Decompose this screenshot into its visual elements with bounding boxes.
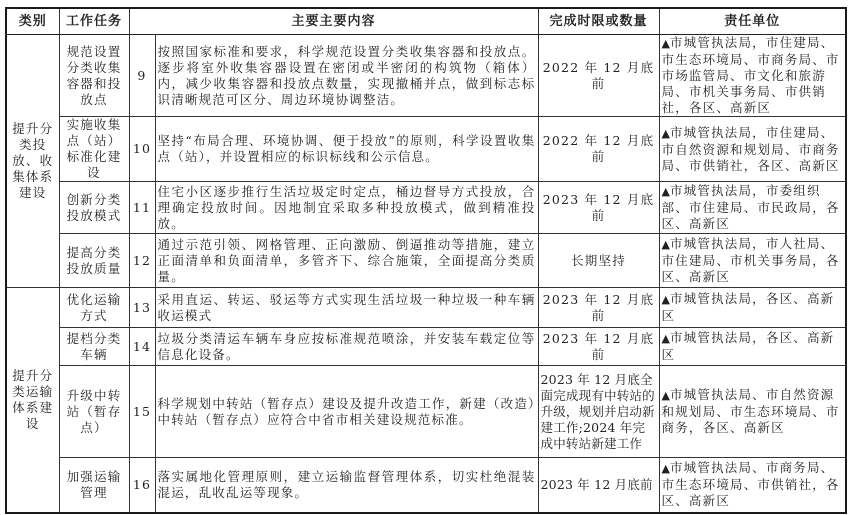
task-cell: 规范设置分类收集容器和投放点 [59,35,129,117]
table-row [6,288,846,328]
task-table [5,7,847,514]
unit-text: 市城管执法局、市商务局、市生态环境局、市供销社，各区、高新区 [661,460,840,509]
unit-cell [659,328,846,366]
unit-text: 市城管执法局，市人社局、市住建局、市机关事务局，各区、高新区 [661,236,840,284]
task-cell: 提档分类车辆 [59,328,129,366]
content-cell: 按照国家标准和要求，科学规范设置分类收集容器和投放点。逐步将室外收集容器设置在密闭或半密闭的构筑物（箱体）内，减少收集容器和投放点数量，实现撤桶并点，做到标志标识清晰规范可区分、周边环境协调整洁。 [155,35,538,117]
unit-cell [659,117,846,182]
task-cell: 加强运输管理 [59,458,129,513]
deadline-cell: 2023 年 12 月底全面完成现有中转站的升级，规划并启动新建工作;2024 年完成中转站新建工作 [538,366,659,458]
triangle-marker-icon: ▲ [661,126,670,140]
row-number: 15 [129,366,155,458]
content-cell: 垃圾分类清运车辆车身应按标准规范喷涂，并安装车载定位等信息化设备。 [155,328,538,366]
table-row [6,458,846,513]
deadline-cell: 2022 年 12 月底前 [538,117,659,182]
category-cell: 提升分类投放、收集体系建设 [6,35,59,288]
row-number: 16 [129,458,155,513]
header-task: 工作任务 [59,8,129,35]
row-number: 12 [129,234,155,288]
triangle-marker-icon: ▲ [661,238,670,251]
content-cell: 采用直运、转运、驳运等方式实现生活垃圾一种垃圾一种车辆收运模式 [155,288,538,328]
table-row [6,328,846,366]
unit-text: 市城管执法局，各区、高新区 [661,291,835,323]
category-cell: 提升分类运输体系建设 [6,288,59,513]
deadline-cell: 2022 年 12 月底前 [538,35,659,117]
table-header-row [6,8,846,35]
unit-text: 市城管执法局，市委组织部、市住建局、市民政局，各区、高新区 [661,183,840,231]
row-number: 9 [129,35,155,117]
header-deadline: 完成时限或数量 [538,8,659,35]
task-cell: 优化运输方式 [59,288,129,328]
content-cell: 科学规划中转站（暂存点）建设及提升改造工作，新建（改造）中转站（暂存点）应符合中省市相关建设规范标准。 [155,366,538,458]
row-number: 11 [129,182,155,234]
content-cell: 通过示范引领、网格管理、正向激励、倒逼推动等措施，建立正面清单和负面清单，多管齐下、综合施策，全面提高分类质量。 [155,234,538,288]
content-cell: 落实属地化管理原则，建立运输监督管理体系，切实杜绝混装混运，乱收乱运等现象。 [155,458,538,513]
deadline-cell: 长期坚持 [538,234,659,288]
deadline-cell: 2023 年 12 月底前 [538,328,659,366]
unit-cell [659,234,846,288]
row-number: 10 [129,117,155,182]
table-row [6,35,846,117]
row-number: 14 [129,328,155,366]
unit-cell [659,366,846,458]
unit-cell [659,35,846,117]
header-content: 主要主要内容 [129,8,538,35]
content-cell: 坚持“布局合理、环境协调、便于投放”的原则，科学设置收集点（站），并设置相应的标识标线和公示信息。 [155,117,538,182]
unit-text: 市城管执法局，各区、高新区 [661,330,835,362]
task-cell: 提高分类投放质量 [59,234,129,288]
row-number: 13 [129,288,155,328]
header-category: 类别 [6,8,59,35]
table-row [6,182,846,234]
task-cell: 升级中转站（暂存点） [59,366,129,458]
task-cell: 实施收集点（站）标准化建设 [59,117,129,182]
triangle-marker-icon: ▲ [661,462,670,476]
unit-cell [659,458,846,513]
unit-text: 市城管执法局，市住建局、市自然资源和规划局、市商务局、市供销社，各区、高新区 [661,124,840,173]
table-row [6,366,846,458]
triangle-marker-icon: ▲ [661,332,670,345]
unit-text: 市城管执法局，市住建局、市生态环境局、市商务局、市市场监管局、市文化和旅游局、市机关事务局、市供销社，各区、高新区 [661,35,840,115]
table-row [6,234,846,288]
deadline-cell: 2023 年 12 月底前 [538,182,659,234]
deadline-cell: 2023 年 12 月底前 [538,458,659,513]
triangle-marker-icon: ▲ [661,37,670,50]
unit-cell [659,288,846,328]
content-cell: 住宅小区逐步推行生活垃圾定时定点，桶边督导方式投放，合理确定投放时间。因地制宜采取多种投放模式，做到精准投放。 [155,182,538,234]
deadline-cell: 2023 年 12 月底前 [538,288,659,328]
unit-text: 市城管执法局、市自然资源和规划局、市生态环境局、市商务，各区、高新区 [661,387,840,435]
unit-cell [659,182,846,234]
triangle-marker-icon: ▲ [661,185,670,198]
triangle-marker-icon: ▲ [661,389,670,402]
task-cell: 创新分类投放模式 [59,182,129,234]
triangle-marker-icon: ▲ [661,293,670,306]
header-unit: 责任单位 [659,8,846,35]
table-row [6,117,846,182]
